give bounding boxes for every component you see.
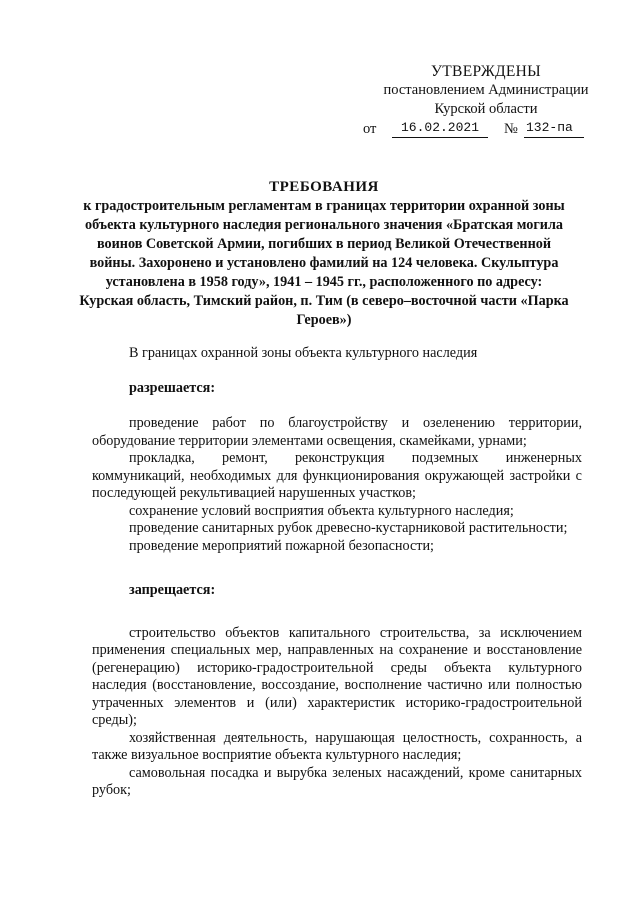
document-subtitle: к градостроительным регламентам в границах территории охранной зоны объекта культурного наследия регионального значения «Братская могила воинов Советской Армии, погибших в период Великой Отечественной войны. Захоронено и установлено фамилий на 124 человека. Скульптура установлена в 1958 году», 1941 – 1945 гг., расположенного по адресу: Курская область, Тимский район, п. Тим (в северо–восточной части «Парка Героев») — [79, 198, 569, 328]
allowed-item: сохранение условий восприятия объекта культурного наследия; — [129, 502, 514, 519]
document-title: ТРЕБОВАНИЯ — [269, 179, 379, 195]
document-header — [78, 178, 570, 330]
approval-number: 132-па — [524, 118, 584, 138]
forbidden-label: запрещается: — [129, 582, 216, 598]
approval-line-administration: постановлением Администрации — [383, 82, 589, 98]
approval-stamp — [362, 62, 610, 140]
document-body — [92, 345, 582, 800]
allowed-item: проведение работ по благоустройству и озеленению территории, оборудование территории элементами освещения, скамейками, урнами; — [92, 415, 582, 449]
allowed-item: проведение мероприятий пожарной безопасности; — [129, 537, 434, 554]
forbidden-item: строительство объектов капитального строительства, за исключением применения специальных мер, направленных на сохранение и восстановление (регенерацию) историко-градостроительной среды объекта культурного наследия (восстановление, воссоздание, восполнение частично или полностью утраченных элементов и (или) характеристик историко-градостроительной среды); — [92, 624, 582, 728]
allowed-item: прокладка, ремонт, реконструкция подземных инженерных коммуникаций, необходимых для функционирования окружающей застройки с последующей рекультивацией нарушенных участков; — [92, 450, 582, 501]
forbidden-item: самовольная посадка и вырубка зеленых насаждений, кроме санитарных рубок; — [92, 764, 582, 798]
allowed-label: разрешается: — [129, 379, 216, 396]
approval-date-line — [362, 120, 610, 140]
number-sign: № — [504, 121, 518, 137]
forbidden-item: хозяйственная деятельность, нарушающая целостность, сохранность, а также визуальное восприятие объекта культурного наследия; — [92, 729, 582, 763]
allowed-item: проведение санитарных рубок древесно-кустарниковой растительности; — [129, 520, 568, 536]
intro-paragraph: В границах охранной зоны объекта культурного наследия — [129, 345, 478, 361]
date-prefix: от — [363, 121, 377, 137]
approval-date: 16.02.2021 — [392, 118, 488, 138]
approval-line-region: Курской области — [434, 101, 538, 117]
approval-heading: УТВЕРЖДЕНЫ — [431, 63, 541, 80]
